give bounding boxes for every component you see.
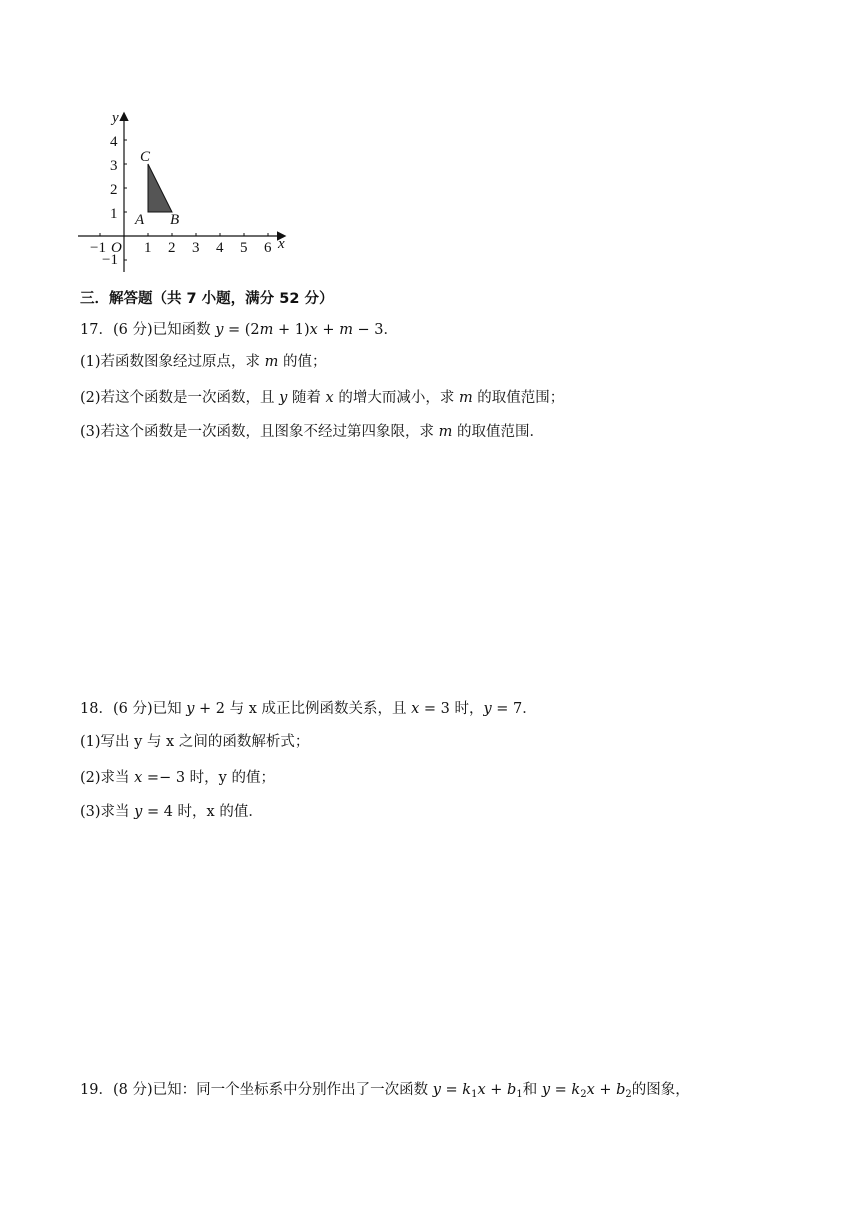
y-tick-4: 4 (110, 134, 118, 150)
y-axis-label: y (112, 110, 119, 126)
f1-x: x (477, 1082, 486, 1098)
f1-k: k (462, 1082, 472, 1098)
f2-y: y (541, 1082, 551, 1098)
q19-mid: 和 (522, 1082, 542, 1098)
f2-b: b (616, 1082, 626, 1098)
x-axis-label: x (278, 236, 285, 252)
f2-k-sub: 2 (580, 1089, 587, 1100)
q18-stem: 18．(6 分)已知 𝑦 + 2 与 x 成正比例函数关系，且 𝑥 = 3 时，𝑦 = 7． (80, 701, 537, 717)
q19-suffix: 的图象， (631, 1082, 690, 1098)
x-tick-2: 2 (168, 240, 176, 256)
triangle-abc (148, 164, 172, 212)
f1-y: y (432, 1082, 441, 1098)
y-tick-neg1: −1 (102, 252, 118, 268)
x-tick-4: 4 (216, 240, 224, 256)
f1-b: b (507, 1082, 517, 1098)
f2-eq: = (550, 1082, 572, 1098)
q18-part-3: (3)求当 𝑦 = 4 时，x 的值． (80, 804, 263, 820)
q17-part-1: (1)若函数图象经过原点，求 𝑚 的值； (80, 354, 327, 370)
q18-part-1: (1)写出 y 与 x 之间的函数解析式； (80, 734, 310, 750)
q17-stem: 17．(6 分)已知函数 𝑦 = (2𝑚 + 1)𝑥 + 𝑚 − 3． (80, 322, 399, 338)
x-tick-neg1: −1 (90, 240, 106, 256)
x-tick-6: 6 (264, 240, 272, 256)
y-tick-3: 3 (110, 158, 118, 174)
f2-x: x (586, 1082, 595, 1098)
f1-eq: = (440, 1082, 463, 1098)
origin-label: O (111, 240, 122, 256)
f1-b-sub: 1 (516, 1089, 523, 1100)
x-tick-1: 1 (144, 240, 152, 256)
y-tick-2: 2 (110, 182, 118, 198)
section-heading: 三．解答题（共 7 小题，满分 52 分） (80, 291, 334, 307)
q19-prefix: 19．(8 分)已知：同一个坐标系中分别作出了一次函数 (80, 1082, 433, 1098)
q18-part-2: (2)求当 𝑥 =− 3 时，y 的值； (80, 770, 275, 786)
q17-part-2: (2)若这个函数是一次函数，且 𝑦 随着 𝑥 的增大而减小，求 𝑚 的取值范围； (80, 390, 565, 406)
point-label-a: A (135, 212, 145, 228)
x-tick-3: 3 (192, 240, 200, 256)
coordinate-graph (74, 108, 304, 284)
f1-k-sub: 1 (471, 1089, 478, 1100)
q19-stem (80, 1080, 690, 1100)
x-tick-5: 5 (240, 240, 248, 256)
f2-b-sub: 2 (625, 1089, 632, 1100)
f1-plus: + (485, 1082, 508, 1098)
f2-plus: + (594, 1082, 617, 1098)
q17-part-3: (3)若这个函数是一次函数，且图象不经过第四象限，求 𝑚 的取值范围． (80, 424, 545, 440)
point-label-c: C (140, 149, 151, 165)
y-tick-1: 1 (110, 206, 118, 222)
point-label-b: B (170, 212, 180, 228)
f2-k: k (571, 1082, 581, 1098)
